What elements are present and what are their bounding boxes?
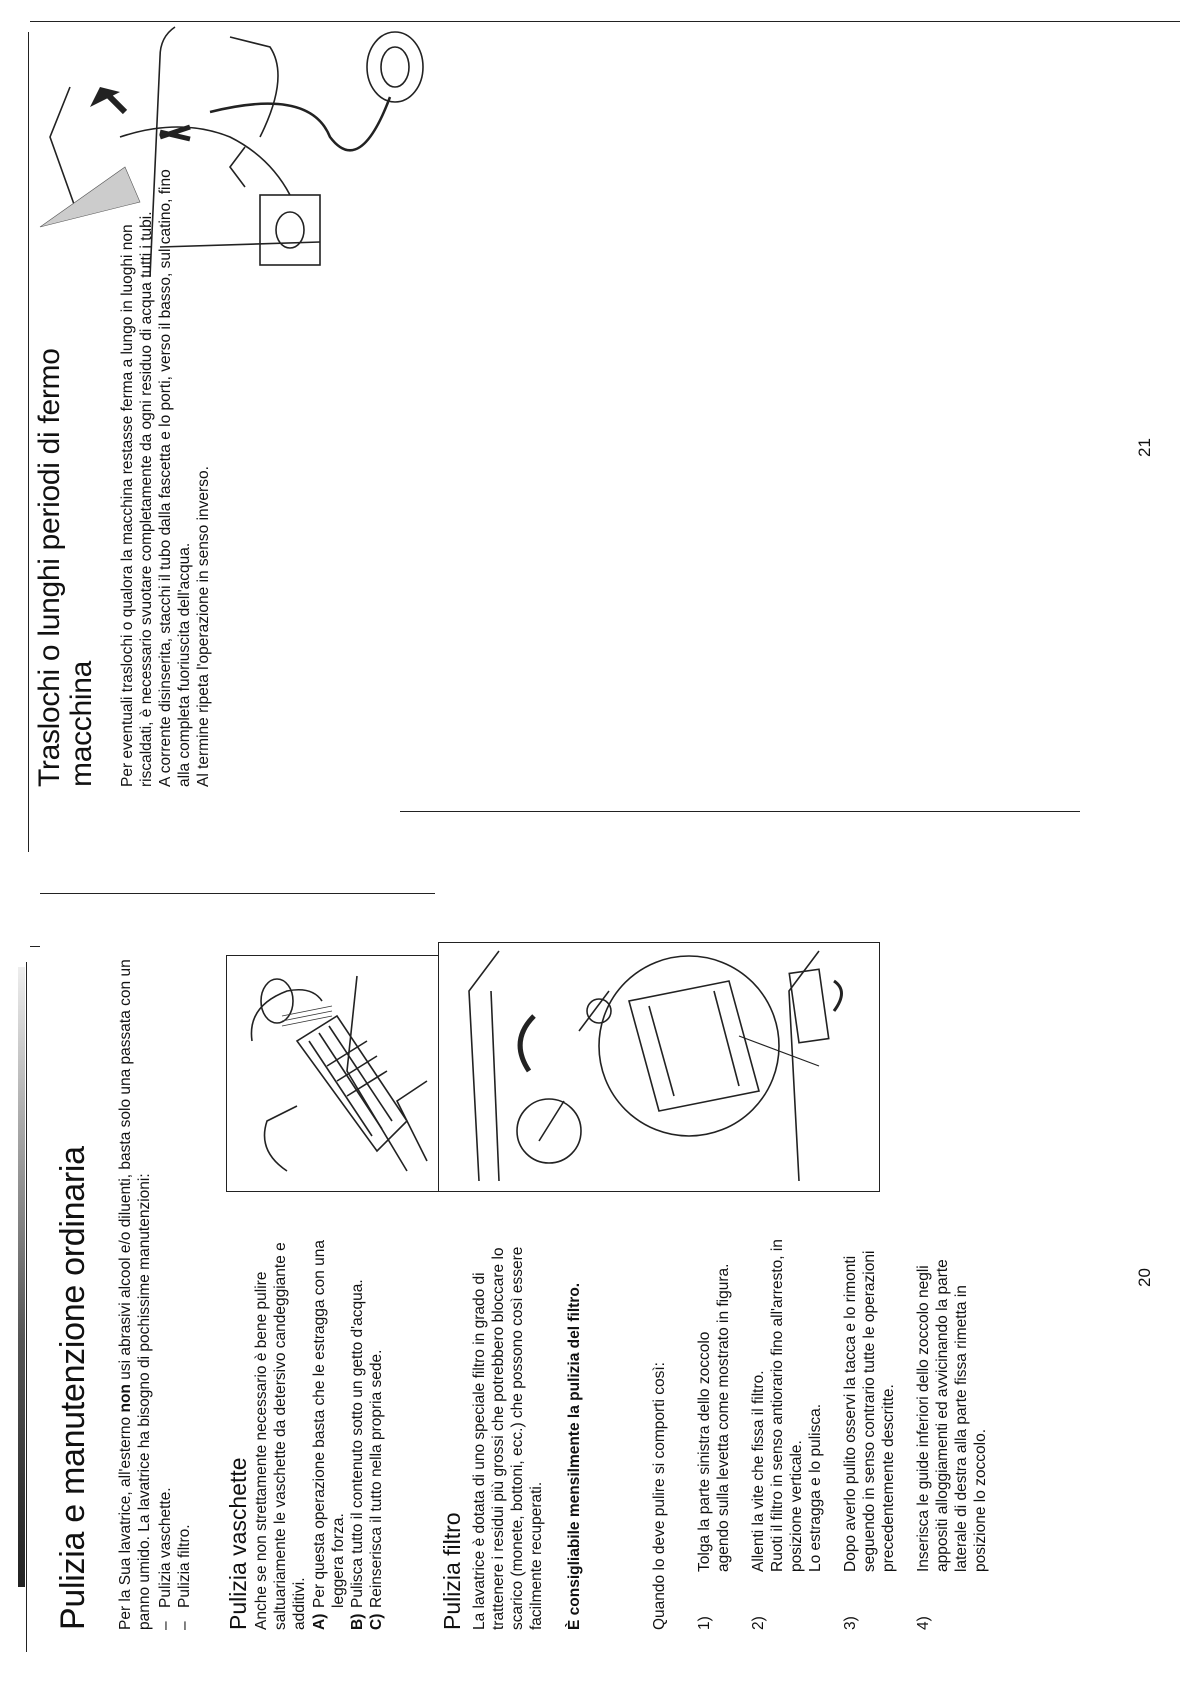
- right-para2: A corrente disinserita, stacchi il tubo dalla fascetta e lo porti, verso il basso, sul catino, fino alla completa fuoriuscita dell'acqua.: [157, 169, 193, 787]
- list-marker: A): [311, 1613, 328, 1630]
- right-para1: Per eventuali traslochi o qualora la macchina restasse ferma a lungo in luoghi non riscaldati, è necessario svuotare completamente da ogni residuo di acqua tutti i tubi.: [119, 211, 155, 787]
- page-title: Pulizia e manutenzione ordinaria: [54, 1146, 92, 1630]
- step-item: [914, 1170, 990, 1630]
- right-top-rule: [28, 32, 29, 852]
- step-text: Inserisca le guide inferiori dello zoccolo negli appositi alloggiamenti ed avvicinando la parte laterale di destra alla parte fissa rimetta in posizione lo zoccolo.: [915, 1259, 989, 1572]
- page-number-right: 21: [1135, 438, 1154, 457]
- filter-removal-illustration-icon: [439, 943, 879, 1191]
- figure-hose-draining: [30, 17, 470, 287]
- center-rule-left: [30, 946, 40, 947]
- vaschette-body: Anche se non strettamente necessario è bene pulire saltuariamente le vaschette da detersivo candeggiante e additivi.: [253, 1242, 308, 1630]
- list-text: Pulizia filtro.: [176, 1524, 193, 1608]
- left-top-rule: [26, 962, 27, 1652]
- intro-text-pre: Per la Sua lavatrice, all'esterno: [117, 1412, 134, 1630]
- right-title-line1: Traslochi o lunghi periodi di fermo: [33, 348, 66, 787]
- list-text: Pulisca tutto il contenuto sotto un getto d'acqua.: [349, 1279, 366, 1608]
- figure-detergent-drawer: [226, 955, 440, 1192]
- step-item: [749, 1170, 825, 1630]
- filtro-body: La lavatrice è dotata di uno speciale filtro in grado di trattenere i residui più grossi che potrebbero bloccare lo scarico (monete, bottoni, ecc.) che possono così essere facilmente recuperati.: [471, 1246, 545, 1630]
- step-line: Lo estragga e lo pulisca.: [807, 1403, 824, 1572]
- list-text: Per questa operazione basta che le estragga con una leggera forza.: [311, 1240, 347, 1608]
- list-marker: C): [368, 1613, 385, 1630]
- step-line: agendo sulla levetta come mostrato in figura.: [715, 1263, 732, 1572]
- top-gradient-band: [18, 967, 25, 1587]
- step-item: [695, 1170, 733, 1630]
- hose-draining-illustration-icon: [30, 17, 470, 287]
- list-text: Pulizia vaschette.: [157, 1487, 174, 1608]
- step-line: Allenti la vite che fissa il filtro.: [750, 1370, 767, 1572]
- step-line: Tolga la parte sinistra dello zoccolo: [696, 1331, 713, 1572]
- step-text: [749, 1170, 825, 1572]
- step-number: 1): [696, 1616, 713, 1630]
- list-marker: B): [349, 1613, 366, 1630]
- filtro-steps: [695, 1170, 990, 1630]
- list-item: [310, 1210, 348, 1630]
- intro-list: [156, 1330, 194, 1630]
- section-heading-vaschette: Pulizia vaschette: [225, 1457, 251, 1630]
- right-title-line2: macchina: [64, 661, 98, 787]
- step-line: Ruoti il filtro in senso antiorario fino all'arresto, in posizione verticale.: [769, 1239, 805, 1572]
- figure-filter-removal: [438, 942, 880, 1192]
- list-item: [175, 1330, 194, 1630]
- page-divider-b: [400, 811, 1080, 812]
- step-number: 2): [750, 1616, 767, 1630]
- vaschette-steps: [310, 1210, 386, 1630]
- section-heading-filtro: Pulizia filtro: [439, 1512, 465, 1630]
- page-number-left: 20: [1135, 1268, 1154, 1287]
- page-divider-a: [40, 893, 435, 894]
- list-item: [367, 1210, 386, 1630]
- list-item: [156, 1330, 175, 1630]
- filtro-bold-text: È consigliabile mensilmente la pulizia del filtro.: [566, 1282, 583, 1630]
- detergent-drawer-cleaning-illustration-icon: [227, 956, 439, 1191]
- list-marker: –: [176, 1621, 193, 1630]
- filtro-bold-line: [565, 1210, 584, 1630]
- step-number: 4): [915, 1616, 932, 1630]
- list-marker: –: [157, 1621, 174, 1630]
- step-item: [841, 1170, 898, 1630]
- intro-paragraph: [116, 950, 154, 1630]
- step-number: 3): [842, 1616, 859, 1630]
- list-text: Reinserisca il tutto nella propria sede.: [368, 1349, 385, 1608]
- right-para3: Al termine ripeta l'operazione in senso inverso.: [195, 466, 212, 787]
- list-item: [348, 1210, 367, 1630]
- intro-text-post: usi abrasivi alcool e/o diluenti, basta solo una passata con un panno umido. La lavatrice ha bisogno di pochissime manutenzioni:: [117, 959, 153, 1630]
- filtro-lead: Quando lo deve pulire si comporti così:: [651, 1362, 668, 1630]
- step-text: [695, 1264, 733, 1572]
- step-text: Dopo averlo pulito osservi la tacca e lo rimonti seguendo in senso contrario tutte le operazioni precedentemente descritte.: [842, 1250, 897, 1572]
- intro-text-bold: non: [117, 1384, 134, 1413]
